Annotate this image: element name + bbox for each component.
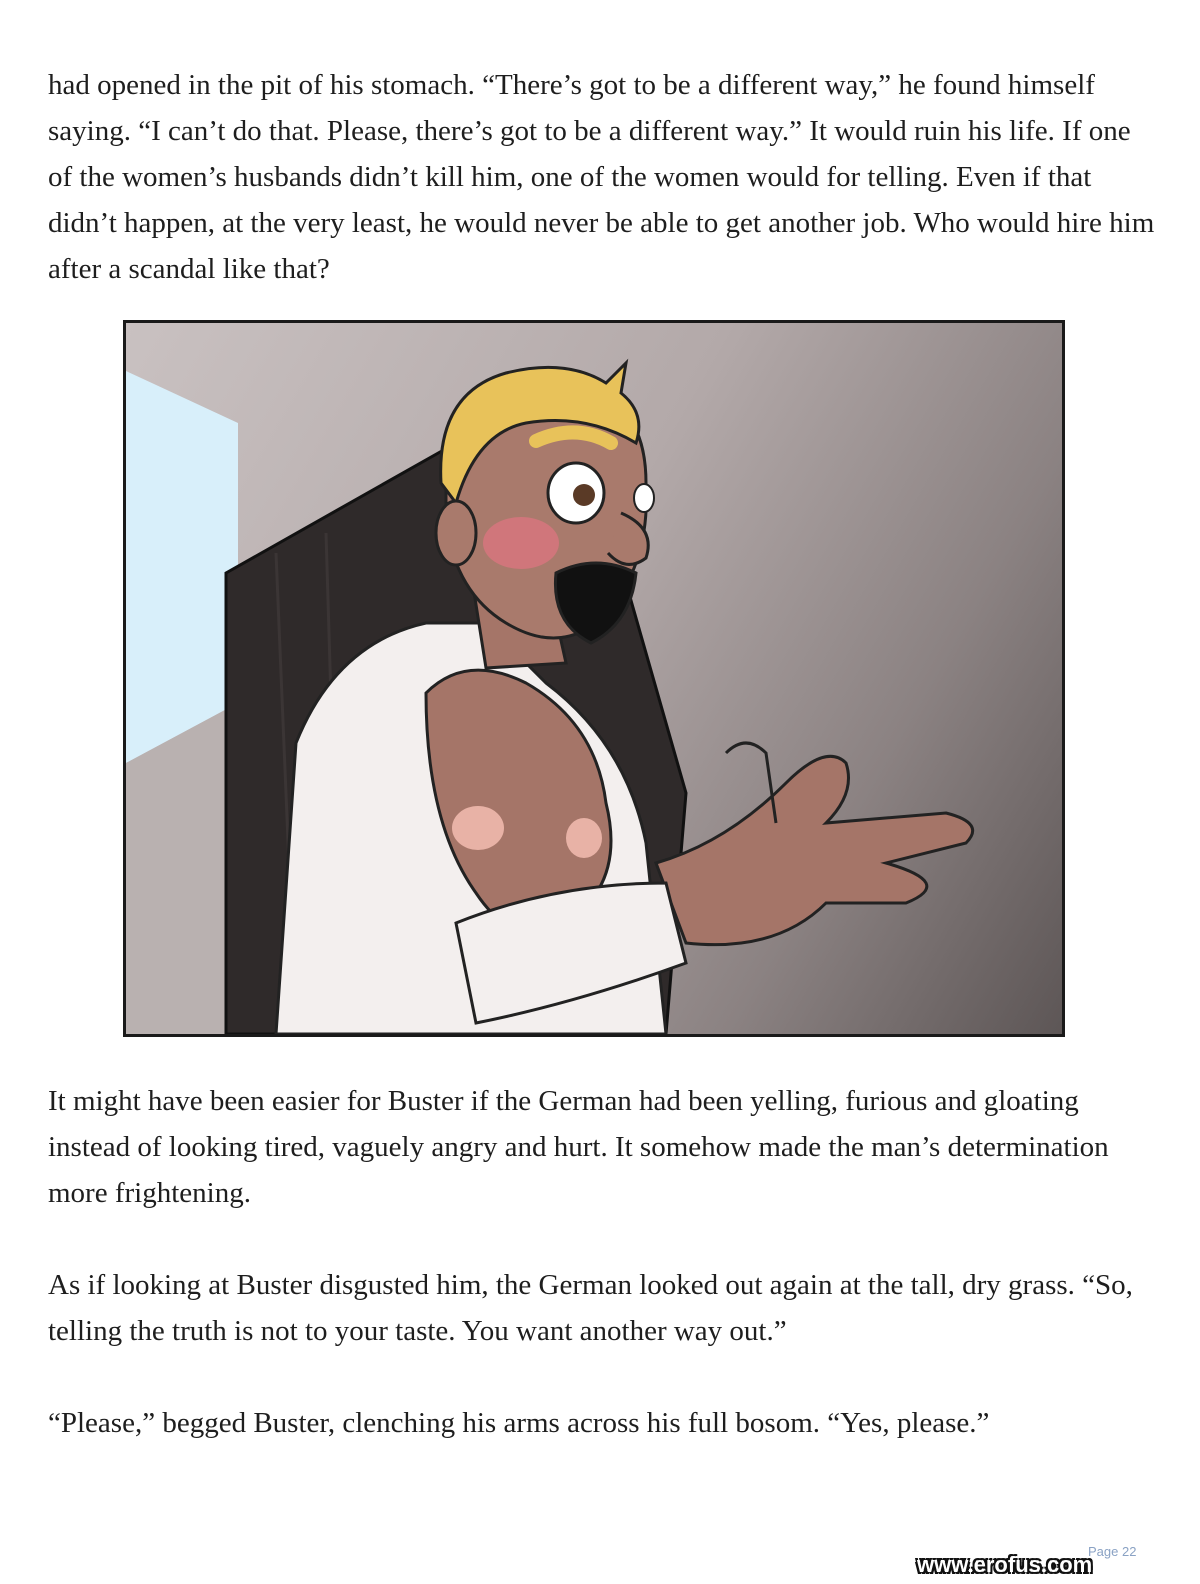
paragraph-opening: had opened in the pit of his stomach. “There’s got to be a different way,” he found himself saying. “I can’t do that. Please, there’s got to be a different way.” It would ruin his life. If one of the women’s husbands didn’t kill him, one of the women would for telling. Even if that didn’t happen, at the very least, he would never be able to get another job. Who would hire him after a scandal like that? (48, 69, 1155, 285)
window-light (126, 371, 238, 763)
cheek-blush (483, 517, 559, 569)
page-number: Page 22 (1088, 1544, 1137, 1559)
eye-far (634, 484, 654, 512)
comic-panel-illustration (123, 320, 1065, 1037)
chest-highlight (452, 806, 504, 850)
paragraph-dry-grass: As if looking at Buster disgusted him, the German looked out again at the tall, dry grass. “So, telling the truth is not to your taste. You want another way out.” (48, 1269, 1133, 1347)
site-watermark: www.erofus.com (917, 1552, 1093, 1577)
gesturing-hand (656, 756, 973, 944)
paragraph-please: “Please,” begged Buster, clenching his arms across his full bosom. “Yes, please.” (48, 1407, 990, 1439)
paragraph-german-tired: It might have been easier for Buster if the German had been yelling, furious and gloating instead of looking tired, vaguely angry and hurt. It somehow made the man’s determination more frightening. (48, 1085, 1109, 1209)
ear (436, 501, 476, 565)
pupil (573, 484, 595, 506)
chest-highlight (566, 818, 602, 858)
